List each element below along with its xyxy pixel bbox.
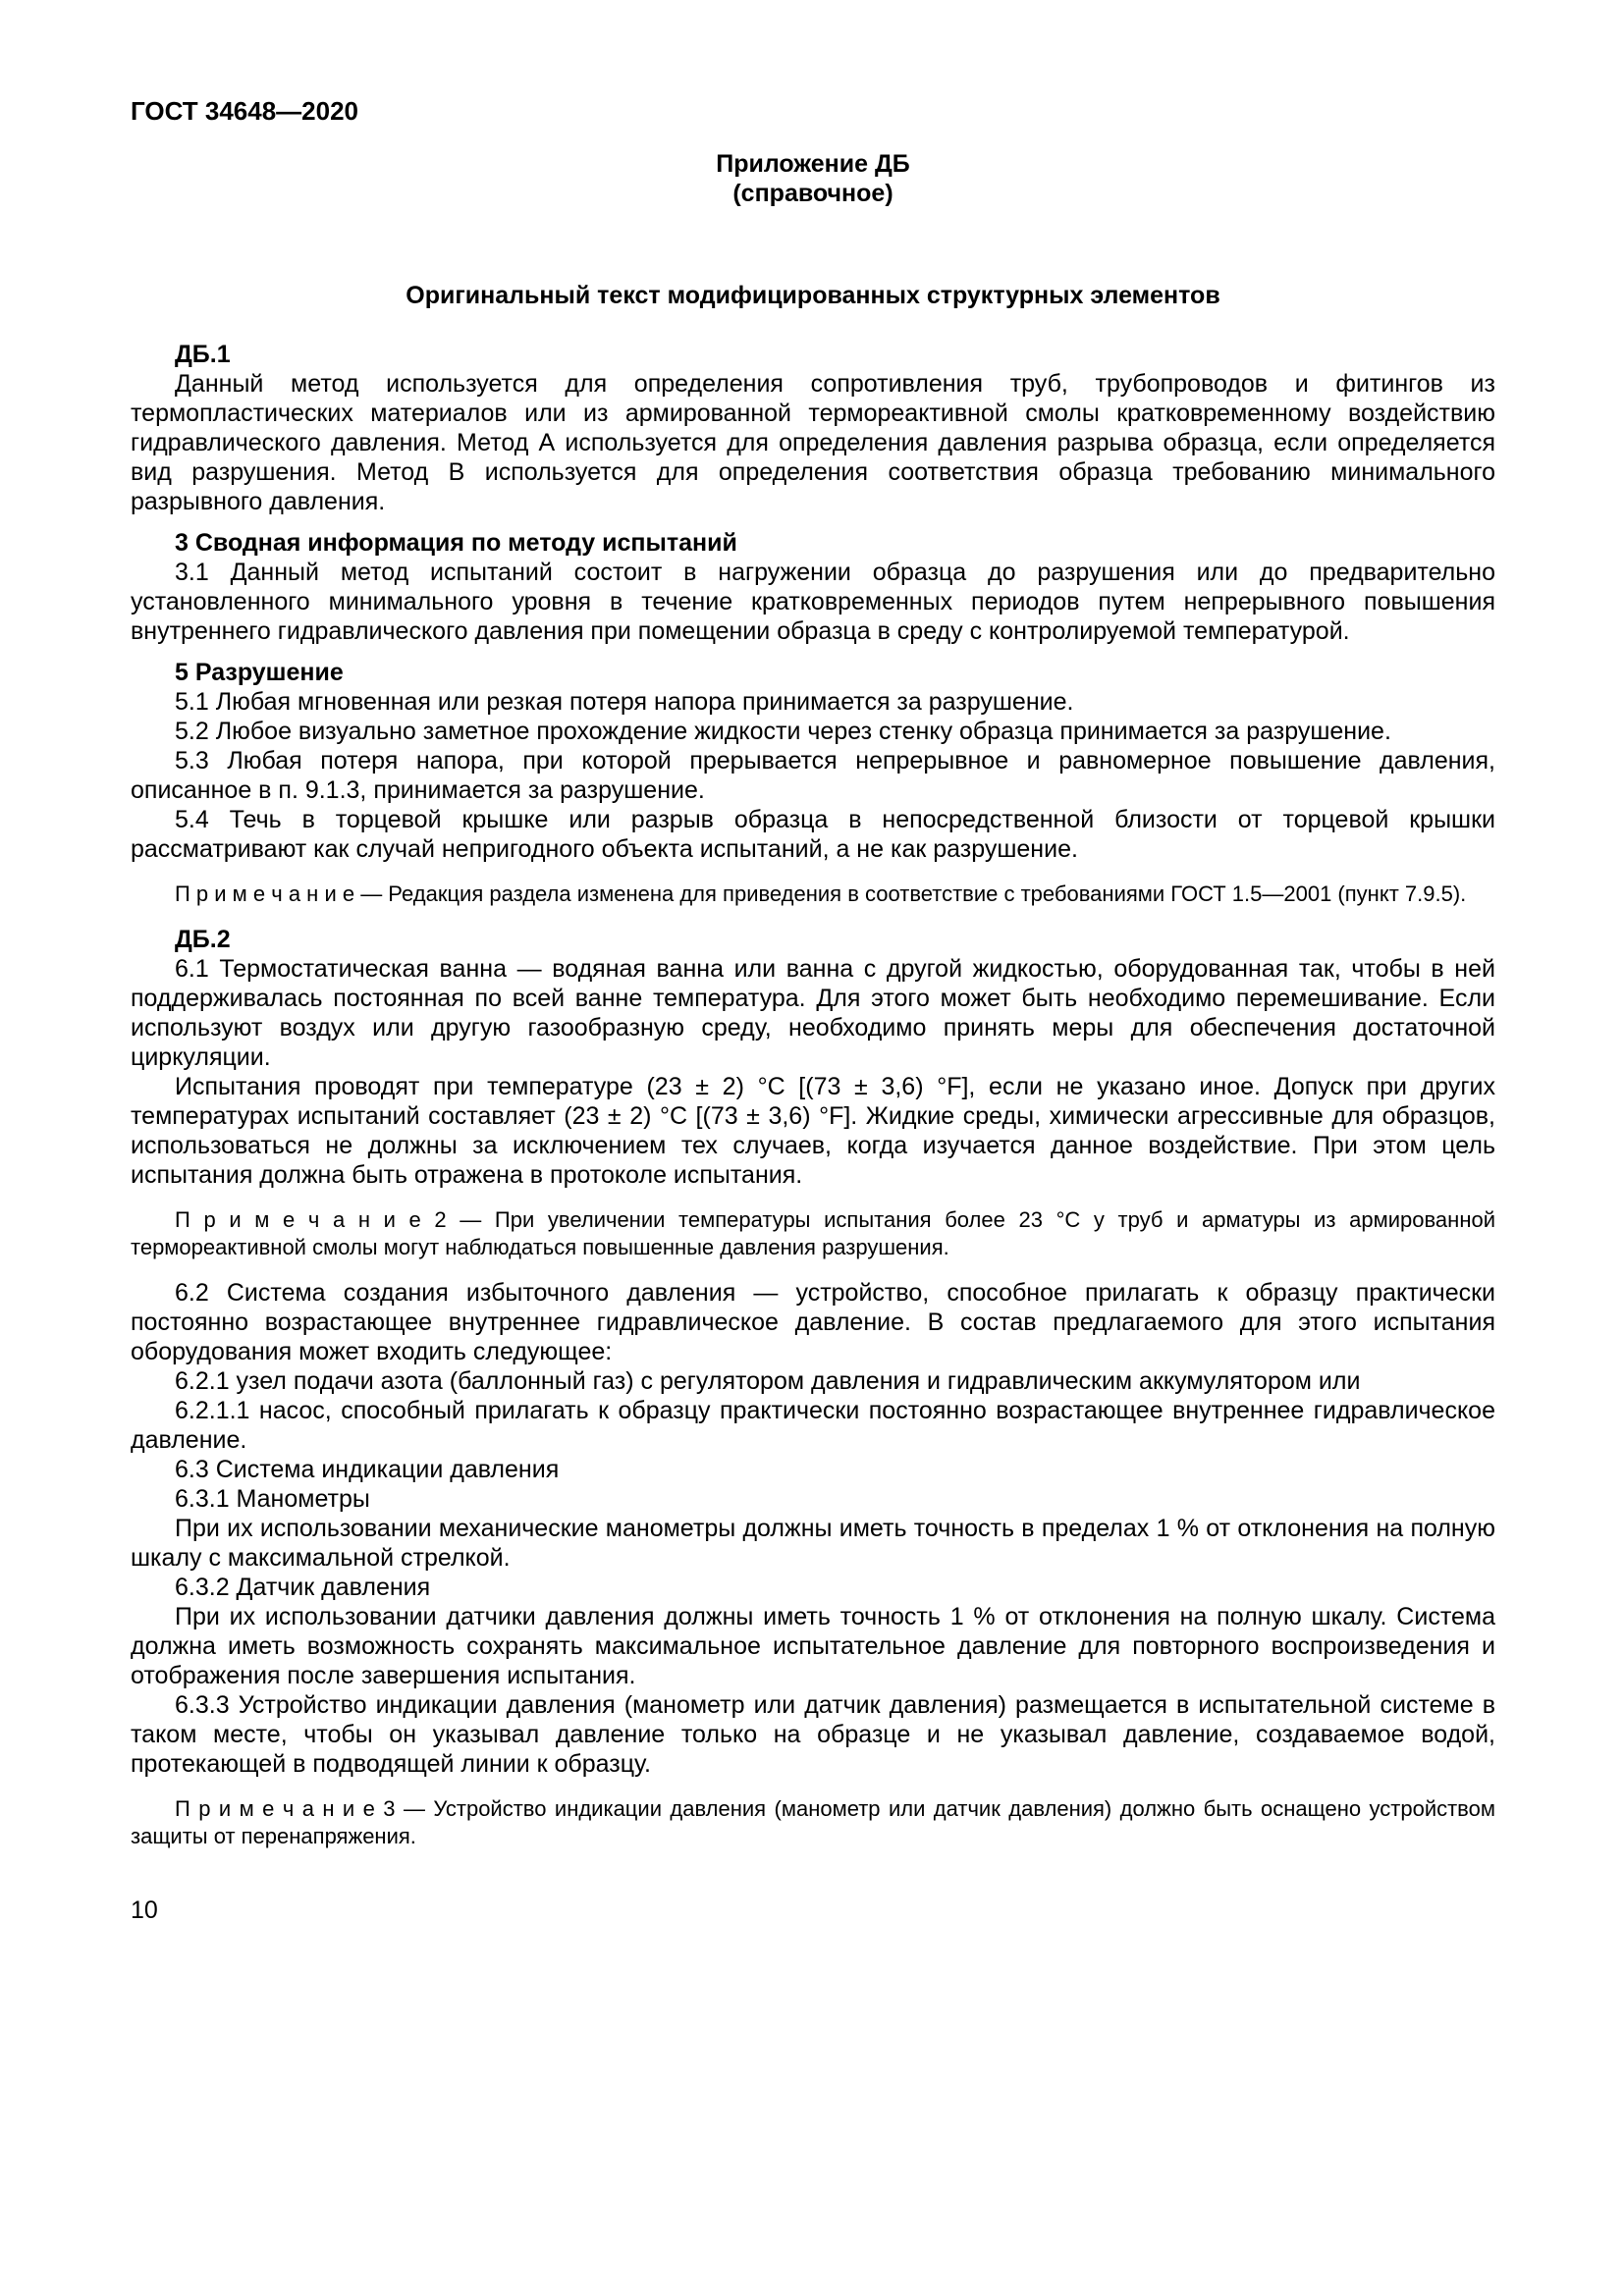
- section-heading: 3 Сводная информация по методу испытаний: [175, 529, 737, 557]
- annex-kind: (справочное): [732, 180, 893, 207]
- paragraph: 5.2 Любое визуально заметное прохождение жидкости через стенку образца принимается за разрушение.: [175, 718, 1391, 745]
- paragraph: При их использовании датчики давления должны иметь точность 1 % от отклонения на полную шкалу. Система должна иметь возможность сохранять максимальное испытательное давление для повторного воспроизведения и отображения после завершения испытания.: [131, 1603, 1495, 1689]
- main-title: Оригинальный текст модифицированных структурных элементов: [406, 282, 1220, 309]
- paragraph: 6.3.2 Датчик давления: [175, 1574, 431, 1601]
- paragraph: 5.1 Любая мгновенная или резкая потеря напора принимается за разрушение.: [175, 688, 1074, 716]
- paragraph: 6.3.3 Устройство индикации давления (манометр или датчик давления) размещается в испытательной системе в таком месте, чтобы он указывал давление только на образце и не указывал давление, создаваемое водой, протекающей в подводящей линии к образцу.: [131, 1691, 1495, 1778]
- paragraph: 6.3.1 Манометры: [175, 1485, 370, 1513]
- doc-number: ГОСТ 34648—2020: [131, 96, 358, 126]
- annex-label: Приложение ДБ: [716, 150, 910, 178]
- paragraph: 5.3 Любая потеря напора, при которой прерывается непрерывное и равномерное повышение давления, описанное в п. 9.1.3, принимается за разрушение.: [131, 747, 1495, 804]
- document-body: [131, 340, 1495, 1850]
- paragraph: 6.2.1 узел подачи азота (баллонный газ) с регулятором давления и гидравлическим аккумулятором или: [175, 1367, 1361, 1395]
- paragraph: 3.1 Данный метод испытаний состоит в нагружении образца до разрушения или до предварительно установленного минимального уровня в течение кратковременных периодов путем непрерывного повышения внутреннего гидравлического давления при помещении образца в среду с контролируемой температурой.: [131, 559, 1495, 645]
- page-number: 10: [131, 1896, 158, 1924]
- section-heading: 5 Разрушение: [175, 659, 344, 686]
- paragraph: При их использовании механические манометры должны иметь точность в пределах 1 % от отклонения на полную шкалу с максимальной стрелкой.: [131, 1515, 1495, 1572]
- note-paragraph: П р и м е ч а н и е — Редакция раздела изменена для приведения в соответствие с требованиями ГОСТ 1.5—2001 (пункт 7.9.5).: [175, 881, 1467, 906]
- section-heading: ДБ.1: [175, 341, 231, 368]
- paragraph: 6.3 Система индикации давления: [175, 1456, 560, 1483]
- note-paragraph: П р и м е ч а н и е 2 — При увеличении температуры испытания более 23 °С у труб и арматуры из армированной термореактивной смолы могут наблюдаться повышенные давления разрушения.: [131, 1207, 1495, 1259]
- paragraph: Испытания проводят при температуре (23 ± 2) °С [(73 ± 3,6) °F], если не указано иное. Допуск при других температурах испытаний составляет (23 ± 2) °С [(73 ± 3,6) °F]. Жидкие среды, химически агрессивные для образцов, использоваться не должны за исключением тех случаев, когда изучается данное воздействие. При этом цель испытания должна быть отражена в протоколе испытания.: [131, 1073, 1495, 1189]
- paragraph: 6.2.1.1 насос, способный прилагать к образцу практически постоянно возрастающее внутреннее гидравлическое давление.: [131, 1397, 1495, 1454]
- paragraph: 6.1 Термостатическая ванна — водяная ванна или ванна с другой жидкостью, оборудованная так, чтобы в ней поддерживалась постоянная по всей ванне температура. Для этого может быть необходимо перемешивание. Если используют воздух или другую газообразную среду, необходимо принять меры для обеспечения достаточной циркуляции.: [131, 955, 1495, 1071]
- note-paragraph: П р и м е ч а н и е 3 — Устройство индикации давления (манометр или датчик давления) должно быть оснащено устройством защиты от перенапряжения.: [131, 1796, 1495, 1848]
- paragraph: 6.2 Система создания избыточного давления — устройство, способное прилагать к образцу практически постоянно возрастающее внутреннее гидравлическое давление. В состав предлагаемого для этого испытания оборудования может входить следующее:: [131, 1279, 1495, 1365]
- section-heading: ДБ.2: [175, 926, 231, 953]
- paragraph: Данный метод используется для определения сопротивления труб, трубопроводов и фитингов из термопластических материалов или из армированной термореактивной смолы кратковременному воздействию гидравлического давления. Метод А используется для определения давления разрыва образца, если определяется вид разрушения. Метод В используется для определения соответствия образца требованию минимального разрывного давления.: [131, 370, 1495, 515]
- paragraph: 5.4 Течь в торцевой крышке или разрыв образца в непосредственной близости от торцевой крышки рассматривают как случай непригодного объекта испытаний, а не как разрушение.: [131, 806, 1495, 863]
